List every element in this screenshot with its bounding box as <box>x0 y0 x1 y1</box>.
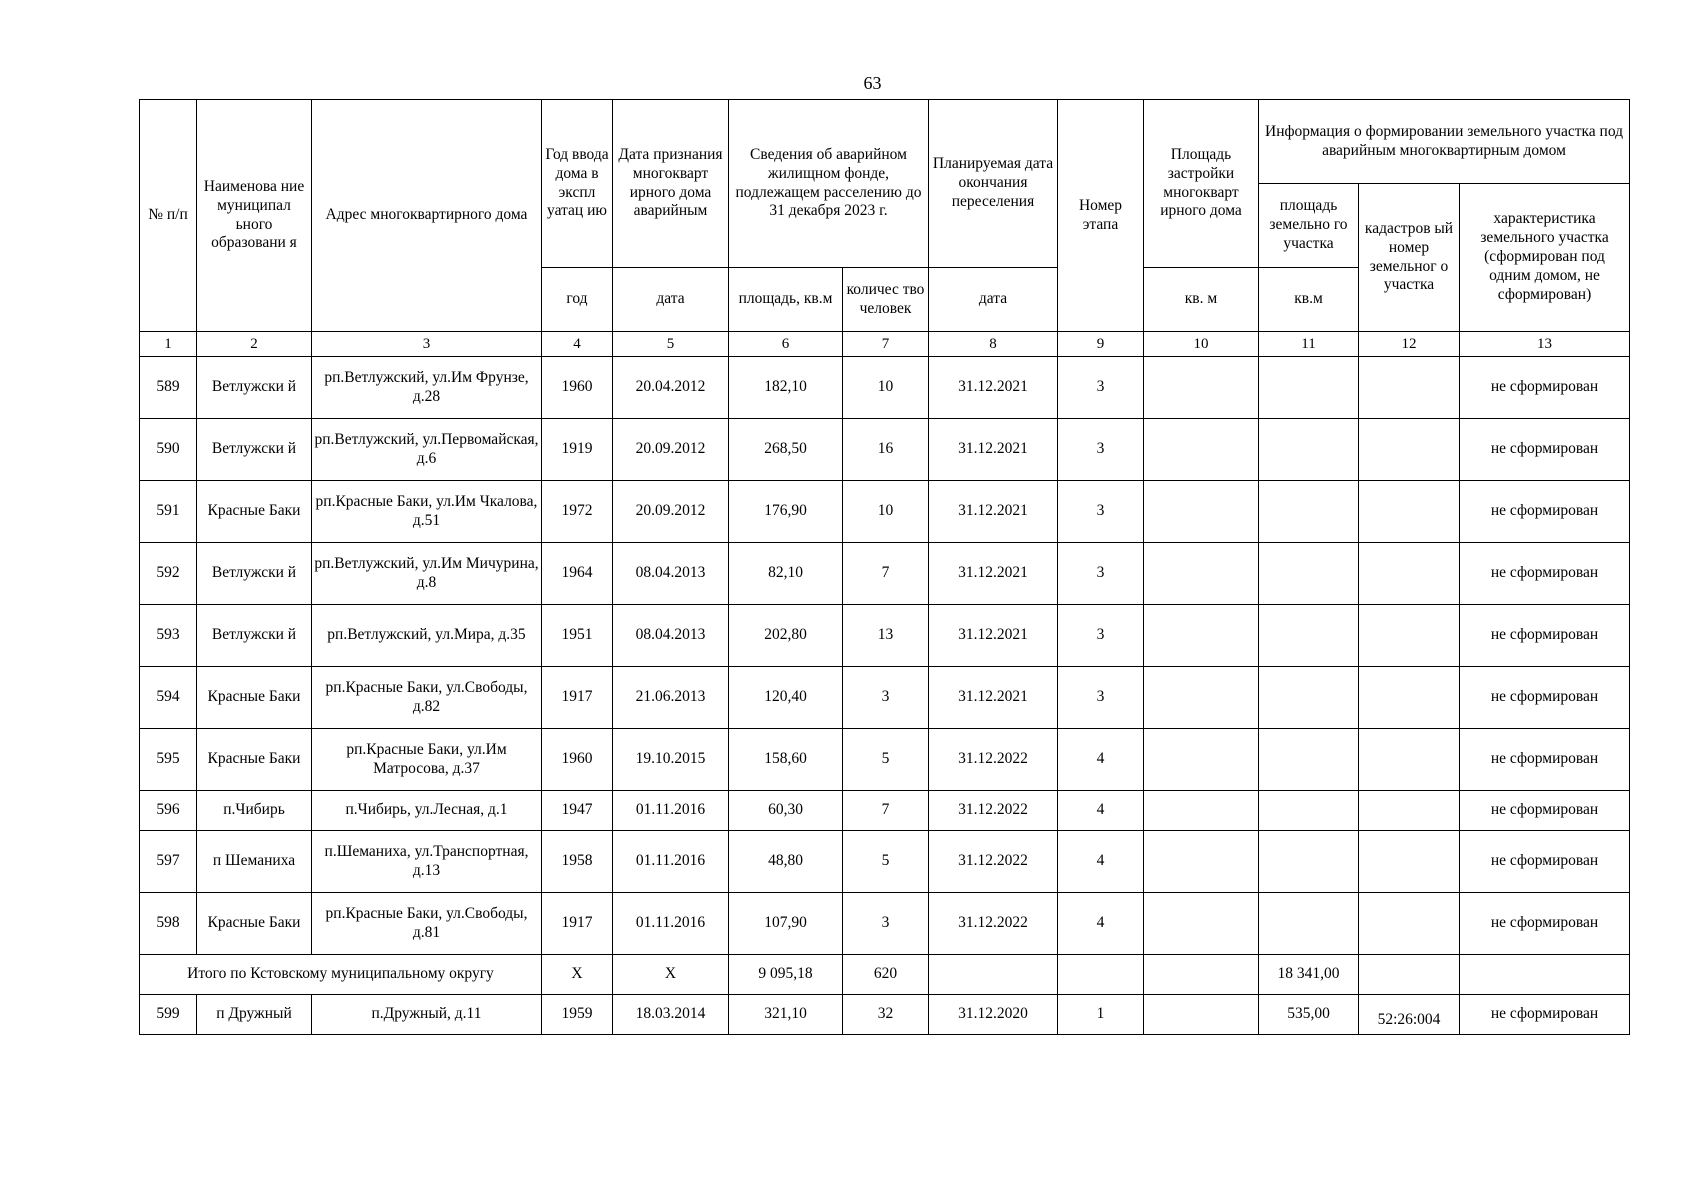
cell-address: п.Чибирь, ул.Лесная, д.1 <box>312 791 542 831</box>
total-building-area <box>1144 955 1259 995</box>
cell-address: рп.Ветлужский, ул.Первомайская, д.6 <box>312 419 542 481</box>
cell-year: 1917 <box>542 893 613 955</box>
table-row <box>140 357 1630 419</box>
total-label: Итого по Кстовскому муниципальному округу <box>140 955 542 995</box>
column-number: 2 <box>197 332 312 357</box>
unit-building-area: кв. м <box>1144 268 1259 332</box>
cell-year: 1947 <box>542 791 613 831</box>
cell-plan-date: 31.12.2021 <box>929 605 1058 667</box>
column-number: 8 <box>929 332 1058 357</box>
cell-land-area <box>1259 893 1359 955</box>
cell-plan-date: 31.12.2021 <box>929 667 1058 729</box>
column-number: 6 <box>729 332 843 357</box>
table-row <box>140 543 1630 605</box>
cell-cadastral-number <box>1359 357 1460 419</box>
header-land-plot-info: Информация о формировании земельного участка под аварийным многоквартирным домом <box>1259 100 1630 184</box>
cell-address: рп.Красные Баки, ул.Свободы, д.81 <box>312 893 542 955</box>
cell-area: 82,10 <box>729 543 843 605</box>
column-number: 10 <box>1144 332 1259 357</box>
cell-address: рп.Ветлужский, ул.Мира, д.35 <box>312 605 542 667</box>
cell-recognition-date: 20.04.2012 <box>613 357 729 419</box>
cell-land-area <box>1259 481 1359 543</box>
page-number: 63 <box>863 73 882 93</box>
cell-municipality: Красные Баки <box>197 667 312 729</box>
cell-building-area <box>1144 729 1259 791</box>
header-emergency-fund-info: Сведения об аварийном жилищном фонде, подлежащем расселению до 31 декабря 2023 г. <box>729 100 929 268</box>
cell-year: 1964 <box>542 543 613 605</box>
total-plan-date <box>929 955 1058 995</box>
cell-building-area <box>1144 357 1259 419</box>
cell-cadastral-number <box>1359 831 1460 893</box>
column-number: 1 <box>140 332 197 357</box>
cell-people: 10 <box>843 357 929 419</box>
cell-land-area <box>1259 729 1359 791</box>
cell-building-area <box>1144 419 1259 481</box>
unit-land-area: кв.м <box>1259 268 1359 332</box>
header-building-area: Площадь застройки многокварт ирного дома <box>1144 100 1259 268</box>
cell-status: не сформирован <box>1460 729 1630 791</box>
cell-plan-date: 31.12.2021 <box>929 481 1058 543</box>
cell-status: не сформирован <box>1460 605 1630 667</box>
cell-number: 597 <box>140 831 197 893</box>
unit-area: площадь, кв.м <box>729 268 843 332</box>
table-row <box>140 605 1630 667</box>
cell-cadastral-number <box>1359 419 1460 481</box>
cell-year: 1960 <box>542 729 613 791</box>
cell-number: 592 <box>140 543 197 605</box>
column-number: 9 <box>1058 332 1144 357</box>
cell-municipality: Ветлужски й <box>197 543 312 605</box>
cell-building-area <box>1144 831 1259 893</box>
cell-people: 10 <box>843 481 929 543</box>
total-row <box>140 955 1630 995</box>
cell-plan-date: 31.12.2022 <box>929 791 1058 831</box>
cell-number: 594 <box>140 667 197 729</box>
cell-year: 1958 <box>542 831 613 893</box>
cell-area: 48,80 <box>729 831 843 893</box>
cell-status: не сформирован <box>1460 995 1630 1035</box>
unit-plan-date: дата <box>929 268 1058 332</box>
cell-municipality: Ветлужски й <box>197 419 312 481</box>
cell-number: 598 <box>140 893 197 955</box>
table-row <box>140 419 1630 481</box>
cell-status: не сформирован <box>1460 831 1630 893</box>
cell-municipality: п Шеманиха <box>197 831 312 893</box>
header-land-characteristic: характеристика земельного участка (сформирован под одним домом, не сформирован) <box>1460 184 1630 332</box>
cell-plan-date: 31.12.2022 <box>929 893 1058 955</box>
cell-cadastral-number <box>1359 605 1460 667</box>
cell-plan-date: 31.12.2021 <box>929 419 1058 481</box>
table-row <box>140 729 1630 791</box>
cell-municipality: Ветлужски й <box>197 605 312 667</box>
cell-number: 591 <box>140 481 197 543</box>
total-stage <box>1058 955 1144 995</box>
cell-year: 1917 <box>542 667 613 729</box>
cell-recognition-date: 18.03.2014 <box>613 995 729 1035</box>
cell-number: 595 <box>140 729 197 791</box>
cell-stage: 3 <box>1058 543 1144 605</box>
table-body <box>140 357 1630 1035</box>
cell-recognition-date: 01.11.2016 <box>613 791 729 831</box>
header-address: Адрес многоквартирного дома <box>312 100 542 332</box>
cell-land-area <box>1259 357 1359 419</box>
cell-plan-date: 31.12.2021 <box>929 357 1058 419</box>
cell-building-area <box>1144 995 1259 1035</box>
cell-stage: 3 <box>1058 481 1144 543</box>
cell-address: рп.Красные Баки, ул.Им Чкалова, д.51 <box>312 481 542 543</box>
cell-address: рп.Красные Баки, ул.Им Матросова, д.37 <box>312 729 542 791</box>
cell-area: 182,10 <box>729 357 843 419</box>
cell-area: 158,60 <box>729 729 843 791</box>
header-stage-number: Номер этапа <box>1058 100 1144 332</box>
cell-year: 1960 <box>542 357 613 419</box>
header-row-number: № п/п <box>140 100 197 332</box>
cell-land-area <box>1259 831 1359 893</box>
unit-people: количес тво человек <box>843 268 929 332</box>
table-row <box>140 667 1630 729</box>
cell-cadastral-number <box>1359 667 1460 729</box>
cell-stage: 3 <box>1058 605 1144 667</box>
column-number: 3 <box>312 332 542 357</box>
cell-status: не сформирован <box>1460 357 1630 419</box>
cell-number: 596 <box>140 791 197 831</box>
cell-address: рп.Ветлужский, ул.Им Фрунзе, д.28 <box>312 357 542 419</box>
cell-people: 7 <box>843 791 929 831</box>
cell-cadastral-number <box>1359 791 1460 831</box>
cell-cadastral-number <box>1359 893 1460 955</box>
table-row <box>140 893 1630 955</box>
cell-land-area <box>1259 605 1359 667</box>
cell-building-area <box>1144 605 1259 667</box>
cell-stage: 4 <box>1058 791 1144 831</box>
total-land-area: 18 341,00 <box>1259 955 1359 995</box>
cell-number: 593 <box>140 605 197 667</box>
cell-number: 589 <box>140 357 197 419</box>
cell-address: п.Дружный, д.11 <box>312 995 542 1035</box>
cell-municipality: Красные Баки <box>197 893 312 955</box>
cell-building-area <box>1144 481 1259 543</box>
cell-address: рп.Ветлужский, ул.Им Мичурина, д.8 <box>312 543 542 605</box>
cell-plan-date: 31.12.2021 <box>929 543 1058 605</box>
total-year: X <box>542 955 613 995</box>
cell-status: не сформирован <box>1460 667 1630 729</box>
column-number: 13 <box>1460 332 1630 357</box>
cell-municipality: п Дружный <box>197 995 312 1035</box>
cell-address: рп.Красные Баки, ул.Свободы, д.82 <box>312 667 542 729</box>
cell-recognition-date: 01.11.2016 <box>613 893 729 955</box>
cell-status: не сформирован <box>1460 893 1630 955</box>
total-area: 9 095,18 <box>729 955 843 995</box>
cell-status: не сформирован <box>1460 543 1630 605</box>
cell-status: не сформирован <box>1460 419 1630 481</box>
cell-recognition-date: 21.06.2013 <box>613 667 729 729</box>
cell-plan-date: 31.12.2020 <box>929 995 1058 1035</box>
cell-people: 32 <box>843 995 929 1035</box>
column-numbers-row <box>140 332 1630 357</box>
cell-plan-date: 31.12.2022 <box>929 729 1058 791</box>
cell-recognition-date: 08.04.2013 <box>613 605 729 667</box>
cell-land-area: 535,00 <box>1259 995 1359 1035</box>
cell-recognition-date: 20.09.2012 <box>613 481 729 543</box>
cell-cadastral-number: 52:26:004 <box>1359 995 1460 1035</box>
total-people: 620 <box>843 955 929 995</box>
cell-area: 321,10 <box>729 995 843 1035</box>
cell-stage: 4 <box>1058 831 1144 893</box>
cell-year: 1951 <box>542 605 613 667</box>
cell-land-area <box>1259 667 1359 729</box>
cell-address: п.Шеманиха, ул.Транспортная, д.13 <box>312 831 542 893</box>
cell-stage: 1 <box>1058 995 1144 1035</box>
column-number: 7 <box>843 332 929 357</box>
table-row <box>140 791 1630 831</box>
table-header <box>140 100 1630 357</box>
header-planned-date: Планируемая дата окончания переселения <box>929 100 1058 268</box>
cell-cadastral-number <box>1359 729 1460 791</box>
cell-land-area <box>1259 791 1359 831</box>
cell-stage: 3 <box>1058 667 1144 729</box>
cell-stage: 3 <box>1058 419 1144 481</box>
total-status <box>1460 955 1630 995</box>
cell-cadastral-number <box>1359 481 1460 543</box>
cell-people: 5 <box>843 729 929 791</box>
cell-building-area <box>1144 791 1259 831</box>
emergency-housing-table <box>139 99 1630 1035</box>
cell-building-area <box>1144 543 1259 605</box>
cell-stage: 3 <box>1058 357 1144 419</box>
cell-recognition-date: 19.10.2015 <box>613 729 729 791</box>
cell-area: 60,30 <box>729 791 843 831</box>
header-commission-year: Год ввода дома в экспл уатац ию <box>542 100 613 268</box>
cell-status: не сформирован <box>1460 791 1630 831</box>
cell-municipality: Красные Баки <box>197 481 312 543</box>
cell-year: 1972 <box>542 481 613 543</box>
cell-people: 13 <box>843 605 929 667</box>
header-recognition-date: Дата признания многокварт ирного дома аварийным <box>613 100 729 268</box>
cell-recognition-date: 01.11.2016 <box>613 831 729 893</box>
table-row <box>140 831 1630 893</box>
header-land-area: площадь земельно го участка <box>1259 184 1359 268</box>
cell-plan-date: 31.12.2022 <box>929 831 1058 893</box>
column-number: 11 <box>1259 332 1359 357</box>
cell-year: 1959 <box>542 995 613 1035</box>
cell-area: 107,90 <box>729 893 843 955</box>
cell-number: 599 <box>140 995 197 1035</box>
cell-recognition-date: 08.04.2013 <box>613 543 729 605</box>
cell-number: 590 <box>140 419 197 481</box>
total-date: X <box>613 955 729 995</box>
cell-area: 268,50 <box>729 419 843 481</box>
cell-area: 202,80 <box>729 605 843 667</box>
cell-municipality: Красные Баки <box>197 729 312 791</box>
total-cadastral-number <box>1359 955 1460 995</box>
cell-people: 16 <box>843 419 929 481</box>
cell-year: 1919 <box>542 419 613 481</box>
cell-recognition-date: 20.09.2012 <box>613 419 729 481</box>
column-number: 5 <box>613 332 729 357</box>
cell-people: 7 <box>843 543 929 605</box>
cell-municipality: п.Чибирь <box>197 791 312 831</box>
cell-municipality: Ветлужски й <box>197 357 312 419</box>
cell-building-area <box>1144 893 1259 955</box>
cell-area: 120,40 <box>729 667 843 729</box>
cell-land-area <box>1259 419 1359 481</box>
column-number: 12 <box>1359 332 1460 357</box>
header-municipality: Наименова ние муниципал ьного образовани я <box>197 100 312 332</box>
cell-people: 3 <box>843 893 929 955</box>
cell-land-area <box>1259 543 1359 605</box>
header-cadastral-number: кадастров ый номер земельног о участка <box>1359 184 1460 332</box>
cell-building-area <box>1144 667 1259 729</box>
table-row <box>140 481 1630 543</box>
unit-date: дата <box>613 268 729 332</box>
cell-stage: 4 <box>1058 893 1144 955</box>
table-row <box>140 995 1630 1035</box>
cell-people: 3 <box>843 667 929 729</box>
cell-area: 176,90 <box>729 481 843 543</box>
cell-stage: 4 <box>1058 729 1144 791</box>
unit-year: год <box>542 268 613 332</box>
cell-status: не сформирован <box>1460 481 1630 543</box>
cell-cadastral-number <box>1359 543 1460 605</box>
column-number: 4 <box>542 332 613 357</box>
cell-people: 5 <box>843 831 929 893</box>
